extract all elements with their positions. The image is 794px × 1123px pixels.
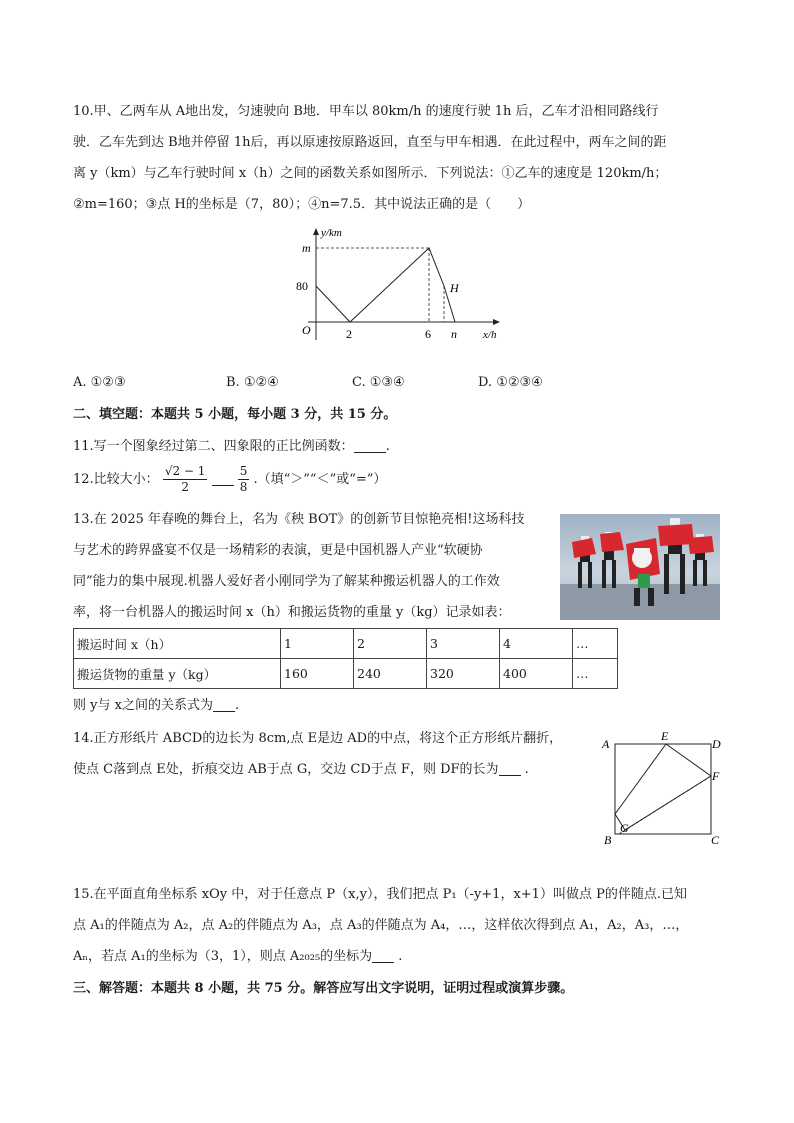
y-axis-arrow [313, 228, 319, 235]
q12-frac2-num: 5 [239, 464, 248, 478]
q15-line3: Aₙ，若点 A₁的坐标为（3，1），则点 A₂₀₂₅的坐标为 . [73, 949, 403, 964]
q15-line1: 15.在平面直角坐标系 xOy 中，对于任意点 P（x,y），我们把点 P₁（-y+1，x+1）叫做点 P的伴随点.已知 [73, 887, 687, 902]
q12-suffix: .（填“＞”“＜”或“=”） [253, 472, 387, 487]
y-axis-label: y/km [321, 227, 342, 239]
square-abcd [615, 744, 711, 834]
folded-flap [615, 744, 711, 830]
q10-distance-time-graph [290, 220, 520, 345]
x-axis-label: x/h [483, 329, 497, 341]
q10-option-b: B. ①②④ [226, 375, 279, 390]
table-cell: … [573, 659, 618, 689]
q10-line4: ②m=160；③点 H的坐标是（7，80）；④n=7.5．其中说法正确的是（ ） [73, 197, 531, 212]
robot-performance-photo [560, 514, 720, 620]
q12-prefix: 12.比较大小： [73, 472, 159, 487]
q11-answer-blank [354, 440, 386, 453]
q14-line2-text: 使点 C落到点 E处，折痕交边 AB于点 G，交边 CD于点 F，则 DF的长为 [73, 762, 499, 777]
q13-answer-blank [213, 699, 235, 712]
q12-answer-blank [212, 473, 234, 486]
table-row [74, 659, 618, 689]
q15-answer-blank [372, 950, 394, 963]
tick-m: m [302, 241, 311, 255]
q10-option-c: C. ①③④ [352, 375, 405, 390]
origin-label: O [302, 323, 311, 337]
q13-data-table [73, 628, 618, 689]
q12-frac2-den: 8 [239, 480, 248, 494]
x-axis-arrow [493, 319, 500, 325]
vertex-d: D [712, 737, 721, 751]
table-cell: 160 [281, 659, 354, 689]
q11-text: 11.写一个图象经过第二、四象限的正比例函数： [73, 439, 354, 454]
section3-heading: 三、解答题：本题共 8 小题，共 75 分。解答应写出文字说明，证明过程或演算步骤。 [73, 981, 574, 996]
q15-line3-text: Aₙ，若点 A₁的坐标为（3，1），则点 A₂₀₂₅的坐标为 [73, 949, 373, 964]
table-header-time: 搬运时间 x（h） [74, 629, 281, 659]
vertex-e: E [661, 729, 669, 743]
graph-line [316, 248, 455, 322]
vertex-c: C [711, 833, 720, 847]
q13-line1: 13.在 2025 年春晚的舞台上，名为《秧 BOT》的创新节目惊艳亮相!这场科技 [73, 512, 525, 527]
fold-edge-ge [615, 744, 666, 814]
table-cell: 400 [500, 659, 573, 689]
q10-option-a: A. ①②③ [73, 375, 126, 390]
q15-line2: 点 A₁的伴随点为 A₂，点 A₂的伴随点为 A₃，点 A₃的伴随点为 A₄，…，这样依次得到点 A₁，A₂，A₃，…， [73, 918, 689, 933]
q10-option-d: D. ①②③④ [478, 375, 543, 390]
table-cell: 1 [281, 629, 354, 659]
q12-frac1-den: 2 [181, 480, 189, 494]
tick-2: 2 [346, 327, 352, 341]
point-h-label: H [450, 281, 459, 295]
table-cell: 2 [354, 629, 427, 659]
q14-line2: 使点 C落到点 E处，折痕交边 AB于点 G，交边 CD于点 F，则 DF的长为 . [73, 762, 529, 777]
q12 [73, 462, 386, 498]
q10-line3: 离 y（km）与乙车行驶时间 x（h）之间的函数关系如图所示．下列说法：①乙车的速度是 120km/h； [73, 166, 668, 181]
table-header-weight: 搬运货物的重量 y（kg） [74, 659, 281, 689]
q10-line2: 驶．乙车先到达 B地并停留 1h后，再以原速按原路返回，直至与甲车相遇．在此过程中，两车之间的距 [73, 135, 667, 150]
q12-fraction-right [238, 464, 250, 495]
table-cell: … [573, 629, 618, 659]
table-cell: 4 [500, 629, 573, 659]
vertex-f: F [712, 769, 720, 783]
q13-line3: 同”能力的集中展现.机器人爱好者小刚同学为了解某种搬运机器人的工作效 [73, 574, 500, 589]
tick-6: 6 [425, 327, 431, 341]
vertex-a: A [602, 737, 610, 751]
q13-line2: 与艺术的跨界盛宴不仅是一场精彩的表演，更是中国机器人产业“软硬协 [73, 543, 483, 558]
table-cell: 320 [427, 659, 500, 689]
q12-frac1-num: √2 − 1 [164, 464, 206, 478]
q13-after: 则 y与 x之间的关系式为 . [73, 698, 240, 713]
q13-line4: 率，将一台机器人的搬运时间 x（h）和搬运货物的重量 y（kg）记录如表： [73, 605, 511, 620]
tick-80: 80 [296, 279, 308, 293]
q11 [73, 438, 390, 456]
q11-end: . [385, 439, 390, 454]
q14-square-fold-diagram [598, 726, 728, 850]
q13-after-text: 则 y与 x之间的关系式为 [73, 698, 213, 713]
section2-heading: 二、填空题：本题共 5 小题，每小题 3 分，共 15 分。 [73, 407, 397, 422]
table-cell: 240 [354, 659, 427, 689]
vertex-g: G [620, 821, 629, 835]
q12-fraction-left [163, 464, 208, 495]
q14-answer-blank [499, 763, 521, 776]
table-row [74, 629, 618, 659]
vertex-b: B [604, 833, 612, 847]
q10-line1: 10.甲、乙两车从 A地出发，匀速驶向 B地．甲车以 80km/h 的速度行驶 1h 后，乙车才沿相同路线行 [73, 104, 659, 119]
table-cell: 3 [427, 629, 500, 659]
q14-line1: 14.正方形纸片 ABCD的边长为 8cm,点 E是边 AD的中点，将这个正方形纸片翻折， [73, 731, 563, 746]
tick-n: n [451, 327, 457, 341]
